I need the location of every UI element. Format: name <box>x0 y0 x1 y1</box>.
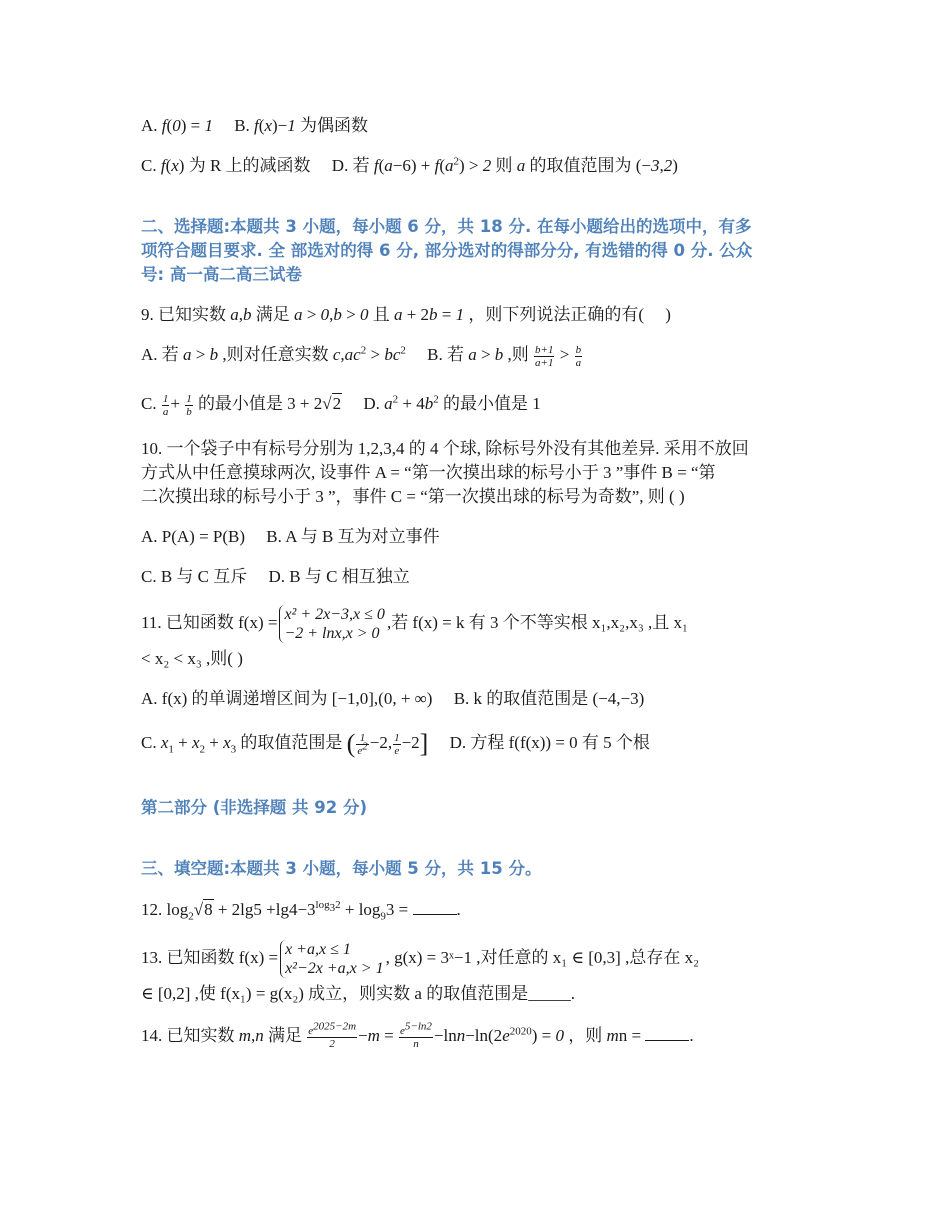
q13-stem-line-1 <box>141 938 699 978</box>
q10-option-a: A. P(A) = P(B) <box>141 527 246 546</box>
q10-option-c: C. B 与 C 互斥 <box>141 567 248 586</box>
section-3-heading: 三、填空题:本题共 3 小题，每小题 5 分，共 15 分。 <box>141 859 542 878</box>
q12-answer-blank[interactable] <box>413 898 457 915</box>
q8-option-line-1: A. f(0) = 1 B. f(x)−1 为偶函数 <box>141 116 368 135</box>
q10-options-ab <box>141 525 440 549</box>
q10-stem-line-2: 方式从中任意摸球两次, 设事件 A = “第一次摸出球的标号小于 3 ”事件 B = “第 <box>141 463 716 482</box>
q11-case-1: x² + 2x−3,x ≤ 0 <box>284 606 385 624</box>
q9-options-cd: C. $\frac{1}{a}$ + $\frac{1}{b}$ 的最小值是 3 + 2√2 D. $a^2 + 4b^2$ 的最小值是 1 <box>141 392 541 418</box>
q11-case-2: −2 + lnx,x > 0 <box>284 625 380 643</box>
q14-answer-blank[interactable] <box>645 1024 689 1041</box>
q11-prefix: 11. 已知函数 f(x) = <box>141 613 278 632</box>
q11-option-d: D. 方程 f(f(x)) = 0 有 5 个根 <box>449 733 650 752</box>
q11-option-a: A. f(x) 的单调递增区间为 [−1,0],(0, + ∞) <box>141 689 433 708</box>
q11-stem-line-1 <box>141 603 688 643</box>
q11-option-b: B. k 的取值范围是 (−4,−3) <box>453 689 645 708</box>
q13-case-1: x +a,x ≤ 1 <box>285 941 351 959</box>
section-2-heading-line-3: 号: 高一高二高三试卷 <box>141 265 302 284</box>
q13-case-2: x²−2x +a,x > 1 <box>285 960 384 978</box>
q9-stem: 9. 已知实数 a,b 满足 a > 0,b > 0 且 a + 2b = 1 ，则下列说法正确的有( ) <box>141 305 671 324</box>
q13-stem-line-2: ∈ [0,2] ,使 f(x₁) = g(x₂) 成立，则实数 a 的取值范围是_____. <box>141 984 575 1003</box>
part-2-heading: 第二部分 (非选择题 共 92 分) <box>141 798 368 817</box>
q13-suffix: , g(x) = 3ˣ−1 ,对任意的 x₁ ∈ [0,3] ,总存在 x₂ <box>385 948 699 967</box>
q11-suffix: ,若 f(x) = k 有 3 个不等实根 x₁,x₂,x₃ ,且 x₁ <box>386 613 688 632</box>
q11-options-ab <box>141 687 644 711</box>
q9-options-ab: A. 若 a > b ,则对任意实数 $c,ac^2 > bc^2$ B. 若 a > b ,则 $\frac{b+1}{a+1}$ > $\frac{b}{a}$ <box>141 343 582 369</box>
q13-prefix: 13. 已知函数 f(x) = <box>141 948 279 967</box>
q10-options-cd <box>141 565 410 589</box>
q10-option-d: D. B 与 C 相互独立 <box>268 567 410 586</box>
q11-options-cd: C. $x_1 + x_2 + x_3$ 的取值范围是 ( $\frac{1}{e^2}$ −2, $\frac{1}{e}$ −2] D. 方程 f(f(x)) = 0 有 5 个根 <box>141 729 650 759</box>
section-2-heading-line-1: 二、选择题:本题共 3 小题，每小题 6 分，共 18 分. 在每小题给出的选项中，有多 <box>141 217 752 236</box>
q13-piecewise <box>280 940 384 978</box>
q14: 14. 已知实数 m,n 满足 $\frac{e^{2025-2m}}{2}$ −m = $\frac{e^{5-ln2}}{n}$ $-\ln n-\ln(2e^{2020}) = 0$ ，则 mn = . <box>141 1019 694 1050</box>
q8-option-line-2: C. f(x) 为 R 上的减函数 D. 若 $f(a-6) + f(a^2) > 2$ 则 a 的取值范围为 (−3,2) <box>141 155 678 175</box>
q12: 12. $\log_2√8 + 2\lg 5 +\lg 4-3^{log_32} + \log_93$ = . <box>141 899 461 923</box>
q10-stem-line-3: 二次摸出球的标号小于 3 ”，事件 C = “第一次摸出球的标号为奇数”, 则 ( ) <box>141 487 685 506</box>
q10-option-b: B. A 与 B 互为对立事件 <box>266 527 440 546</box>
section-2-heading-line-2: 项符合题目要求. 全 部选对的得 6 分, 部分选对的得部分分, 有选错的得 0 分. 公众 <box>141 241 753 260</box>
q11-stem-line-2: < x₂ < x₃ ,则( ) <box>141 649 243 668</box>
q10-stem-line-1: 10. 一个袋子中有标号分别为 1,2,3,4 的 4 个球, 除标号外没有其他差异. 采用不放回 <box>141 439 749 458</box>
q11-piecewise <box>279 605 384 643</box>
